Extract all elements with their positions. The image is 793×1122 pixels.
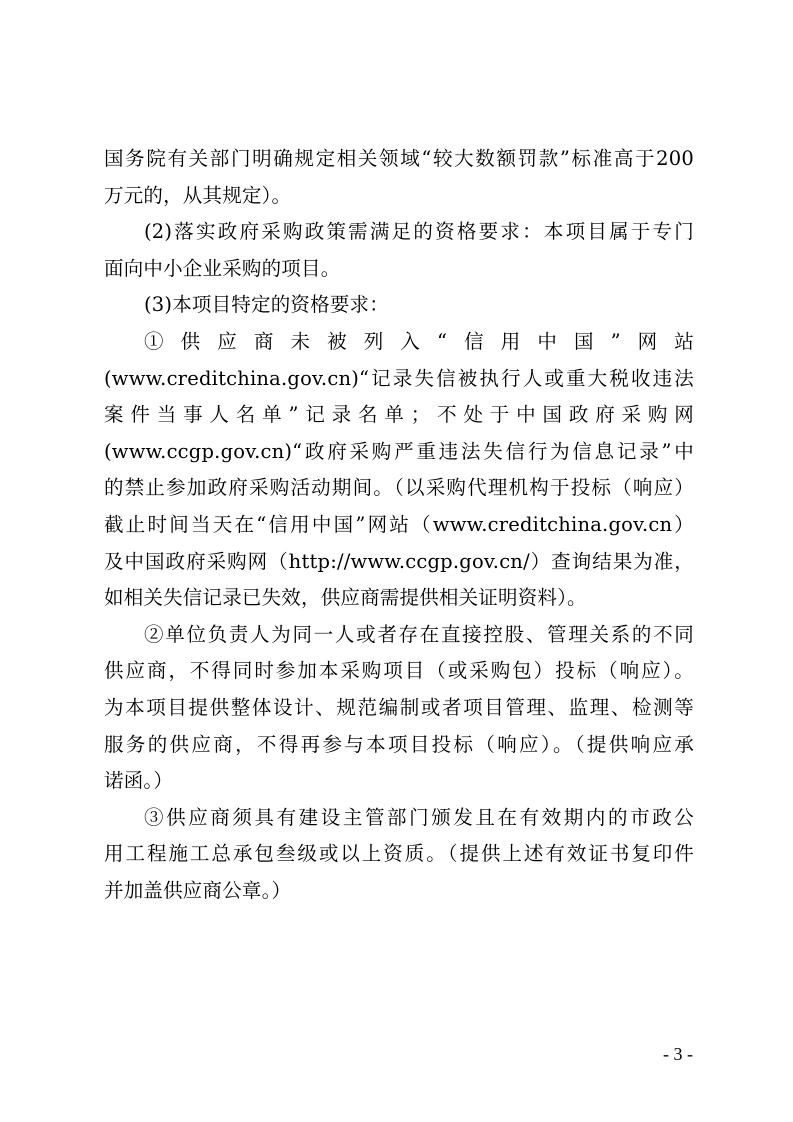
- text-line: 万元的，从其规定）。: [104, 183, 292, 207]
- text-line: ③供应商须具有建设主管部门颁发且在有效期内的市政公: [144, 805, 694, 829]
- text-line: 及中国政府采购网（http://www.ccgp.gov.cn/）查询结果为准，: [104, 549, 694, 573]
- section-heading: (3)本项目特定的资格要求：: [144, 293, 389, 317]
- text-line: 并加盖供应商公章。）: [104, 878, 292, 902]
- text-line: 服务的供应商，不得再参与本项目投标（响应）。（提供响应承: [104, 732, 694, 756]
- text-line: ①供应商未被列入“信用中国”网站: [144, 329, 694, 353]
- text-line: (www.creditchina.gov.cn)“记录失信被执行人或重大税收违法: [104, 366, 694, 390]
- text-line: ②单位负责人为同一人或者存在直接控股、管理关系的不同: [144, 622, 694, 646]
- text-line: (www.ccgp.gov.cn)“政府采购严重违法失信行为信息记录”中: [104, 439, 694, 463]
- text-line: 案件当事人名单”记录名单；不处于中国政府采购网: [104, 403, 694, 427]
- page-number: - 3 -: [663, 1044, 693, 1064]
- text-line: 面向中小企业采购的项目。: [104, 256, 341, 280]
- text-line: 如相关失信记录已失效，供应商需提供相关证明资料）。: [104, 586, 587, 610]
- text-line: 截止时间当天在“信用中国”网站（www.creditchina.gov.cn）: [104, 512, 694, 536]
- text-line: 国务院有关部门明确规定相关领域“较大数额罚款”标准高于200: [104, 147, 694, 170]
- document-body: [104, 141, 694, 909]
- text-line: 的禁止参加政府采购活动期间。（以采购代理机构于投标（响应）: [104, 476, 694, 500]
- text-line: 供应商，不得同时参加本采购项目（或采购包）投标（响应）。: [104, 659, 694, 683]
- text-line: 为本项目提供整体设计、规范编制或者项目管理、监理、检测等: [104, 695, 694, 719]
- text-line: (2)落实政府采购政策需满足的资格要求：本项目属于专门: [144, 220, 694, 244]
- text-line: 诺函。）: [104, 769, 174, 793]
- text-line: 用工程施工总承包叁级或以上资质。（提供上述有效证书复印件: [104, 842, 694, 866]
